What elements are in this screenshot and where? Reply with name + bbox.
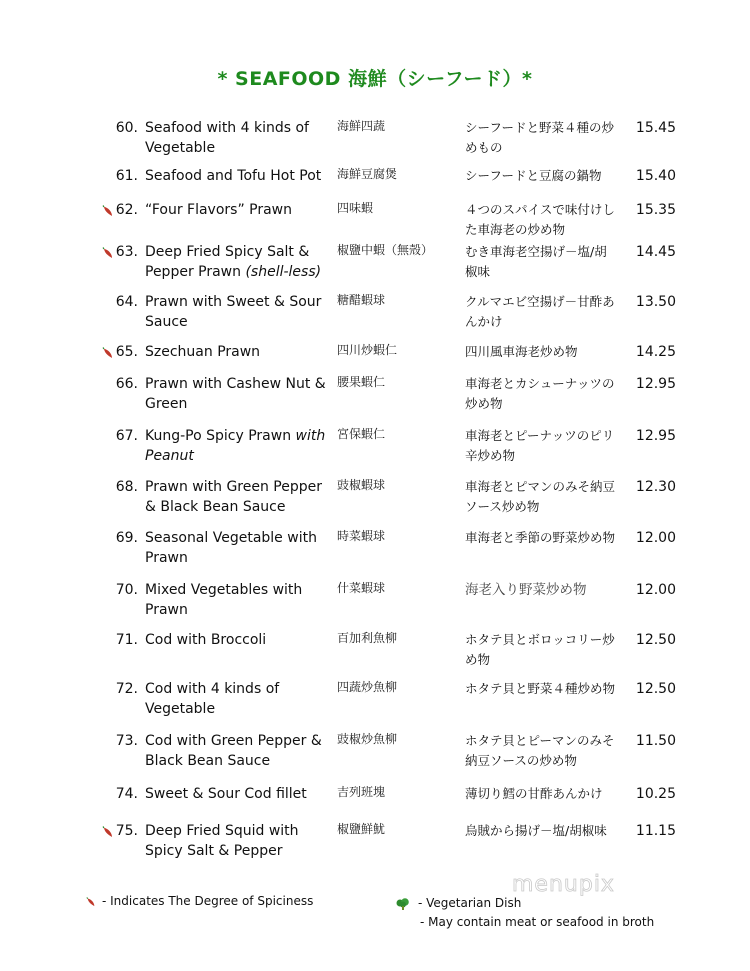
item-name-text: Seafood and Tofu Hot Pot: [145, 168, 322, 184]
item-name-japanese: むき車海老空揚げ－塩/胡椒味: [465, 244, 607, 279]
item-name-japanese: 烏賊から揚げ－塩/胡椒味: [465, 823, 607, 838]
item-name-english: [145, 118, 331, 158]
item-number: 71.: [115, 632, 138, 648]
item-name-english: [145, 477, 331, 517]
item-price: 11.15: [635, 823, 676, 839]
item-name-japanese: ４つのスパイスで味付けした車海老の炒め物: [465, 202, 615, 237]
item-name-text: Cod with Broccoli: [145, 632, 267, 648]
item-name-chinese: 四蔬炒魚柳: [337, 680, 398, 694]
item-name-chinese: 糖醋蝦球: [337, 293, 386, 307]
item-name-text: Deep Fried Spicy Salt & Pepper Prawn: [145, 244, 310, 280]
item-name-japanese: ホタテ貝とピーマンのみそ納豆ソースの炒め物: [465, 733, 615, 768]
item-price: 12.00: [635, 530, 676, 546]
item-name-chinese: 豉椒炒魚柳: [337, 732, 398, 746]
item-number: 60.: [115, 120, 138, 136]
item-name-chinese: 海鮮四蔬: [337, 119, 386, 133]
item-name-japanese: 車海老とピマンのみそ納豆ソース炒め物: [465, 479, 616, 514]
item-number: 62.: [115, 202, 138, 218]
item-name-chinese: 海鮮豆腐煲: [337, 167, 398, 181]
item-price: 12.95: [635, 428, 676, 444]
item-number: 69.: [115, 530, 138, 546]
item-price: 12.50: [635, 681, 676, 697]
item-number: 70.: [115, 582, 138, 598]
item-name-english: [145, 580, 331, 620]
item-price: 12.95: [635, 376, 676, 392]
item-name-english: [145, 821, 331, 861]
item-name-chinese: 宮保蝦仁: [337, 427, 386, 441]
item-name-chinese: 時菜蝦球: [337, 529, 386, 543]
spicy-legend-text: - Indicates The Degree of Spiciness: [102, 894, 314, 908]
item-name-english: [145, 784, 331, 804]
item-price: 15.35: [635, 202, 676, 218]
menu-item: [0, 242, 750, 288]
item-name-chinese: 百加利魚柳: [337, 631, 398, 645]
item-name-chinese: 豉椒蝦球: [337, 478, 386, 492]
item-price: 13.50: [635, 294, 676, 310]
item-name-text: Seafood with 4 kinds of Vegetable: [145, 120, 309, 156]
item-name-english: [145, 426, 331, 466]
item-name-english: [145, 528, 331, 568]
item-name-japanese: 海老入り野菜炒め物: [465, 582, 587, 598]
item-name-english: [145, 242, 331, 282]
item-number: 65.: [115, 344, 138, 360]
item-number: 63.: [115, 244, 138, 260]
item-name-english: [145, 679, 331, 719]
item-number: 67.: [115, 428, 138, 444]
item-name-chinese: 吉列班塊: [337, 785, 386, 799]
item-name-text: Sweet & Sour Cod fillet: [145, 786, 307, 802]
broccoli-icon: [396, 898, 410, 910]
menu-item: [0, 630, 750, 676]
vegetarian-legend: [396, 894, 654, 932]
item-name-japanese: ホタテ貝とボロッコリー炒め物: [465, 632, 615, 667]
item-price: 11.50: [635, 733, 676, 749]
item-name-english: [145, 292, 331, 332]
section-title: * SEAFOOD 海鮮（シーフード）*: [217, 68, 533, 90]
menu-item: [0, 528, 750, 574]
spicy-legend: [86, 894, 313, 908]
item-name-text: Prawn with Cashew Nut & Green: [145, 376, 326, 412]
item-name-chinese: 四味蝦: [337, 201, 374, 215]
item-name-note: with Peanut: [145, 428, 326, 464]
item-name-english: [145, 200, 331, 220]
item-number: 72.: [115, 681, 138, 697]
item-name-text: Prawn with Sweet & Sour Sauce: [145, 294, 322, 330]
menu-item: [0, 679, 750, 725]
item-number: 73.: [115, 733, 138, 749]
item-price: 15.45: [635, 120, 676, 136]
item-name-text: Seasonal Vegetable with Prawn: [145, 530, 317, 566]
item-name-english: [145, 166, 331, 186]
item-number: 66.: [115, 376, 138, 392]
menu-item: [0, 731, 750, 777]
menu-item: [0, 200, 750, 246]
menu-item: [0, 426, 750, 472]
item-name-english: [145, 630, 331, 650]
item-number: 61.: [115, 168, 138, 184]
menu-item: [0, 292, 750, 338]
item-name-text: Kung-Po Spicy Prawn: [145, 428, 292, 444]
item-name-text: Cod with Green Pepper & Black Bean Sauce: [145, 733, 322, 769]
item-name-japanese: 車海老とカシューナッツの炒め物: [465, 376, 615, 411]
menupix-watermark: menupix: [512, 872, 615, 897]
item-price: 14.45: [635, 244, 676, 260]
item-name-japanese: 四川風車海老炒め物: [465, 344, 578, 359]
item-price: 14.25: [635, 344, 676, 360]
item-price: 12.50: [635, 632, 676, 648]
item-name-chinese: 椒鹽鮮魷: [337, 822, 386, 836]
item-number: 68.: [115, 479, 138, 495]
item-price: 12.00: [635, 582, 676, 598]
item-price: 15.40: [635, 168, 676, 184]
item-name-english: [145, 731, 331, 771]
item-name-japanese: 車海老と季節の野菜炒め物: [465, 530, 616, 545]
item-name-japanese: クルマエビ空揚げ－甘酢あんかけ: [465, 294, 615, 329]
item-name-japanese: 薄切り鱈の甘酢あんかけ: [465, 786, 603, 801]
item-name-text: Cod with 4 kinds of Vegetable: [145, 681, 280, 717]
item-name-text: Prawn with Green Pepper & Black Bean Sauce: [145, 479, 323, 515]
item-name-chinese: 腰果蝦仁: [337, 375, 386, 389]
chili-icon: [86, 897, 96, 907]
item-number: 74.: [115, 786, 138, 802]
vegetarian-legend-text: - Vegetarian Dish: [418, 896, 522, 910]
item-number: 75.: [115, 823, 138, 839]
item-name-english: [145, 342, 331, 362]
item-name-text: Mixed Vegetables with Prawn: [145, 582, 303, 618]
item-name-japanese: シーフードと野菜４種の炒めもの: [465, 120, 615, 155]
item-name-japanese: シーフードと豆腐の鍋物: [465, 168, 602, 183]
item-name-text: Deep Fried Squid with Spicy Salt & Pepper: [145, 823, 299, 859]
item-price: 10.25: [635, 786, 676, 802]
menu-item: [0, 821, 750, 867]
menu-item: [0, 580, 750, 626]
menu-item: [0, 477, 750, 523]
item-name-japanese: ホタテ貝と野菜４種炒め物: [465, 681, 616, 696]
item-name-text: “Four Flavors” Prawn: [145, 202, 292, 218]
item-name-chinese: 椒鹽中蝦（無殼）: [337, 243, 434, 257]
item-price: 12.30: [635, 479, 676, 495]
item-number: 64.: [115, 294, 138, 310]
menu-item: [0, 374, 750, 420]
item-name-note: (shell-less): [245, 264, 322, 280]
item-name-chinese: 四川炒蝦仁: [337, 343, 398, 357]
broth-note: - May contain meat or seafood in broth: [420, 915, 655, 929]
item-name-text: Szechuan Prawn: [145, 344, 261, 360]
item-name-chinese: 什菜蝦球: [337, 581, 386, 595]
item-name-japanese: 車海老とピーナッツのピリ辛炒め物: [465, 428, 615, 463]
menu-item: [0, 118, 750, 164]
item-name-english: [145, 374, 331, 414]
